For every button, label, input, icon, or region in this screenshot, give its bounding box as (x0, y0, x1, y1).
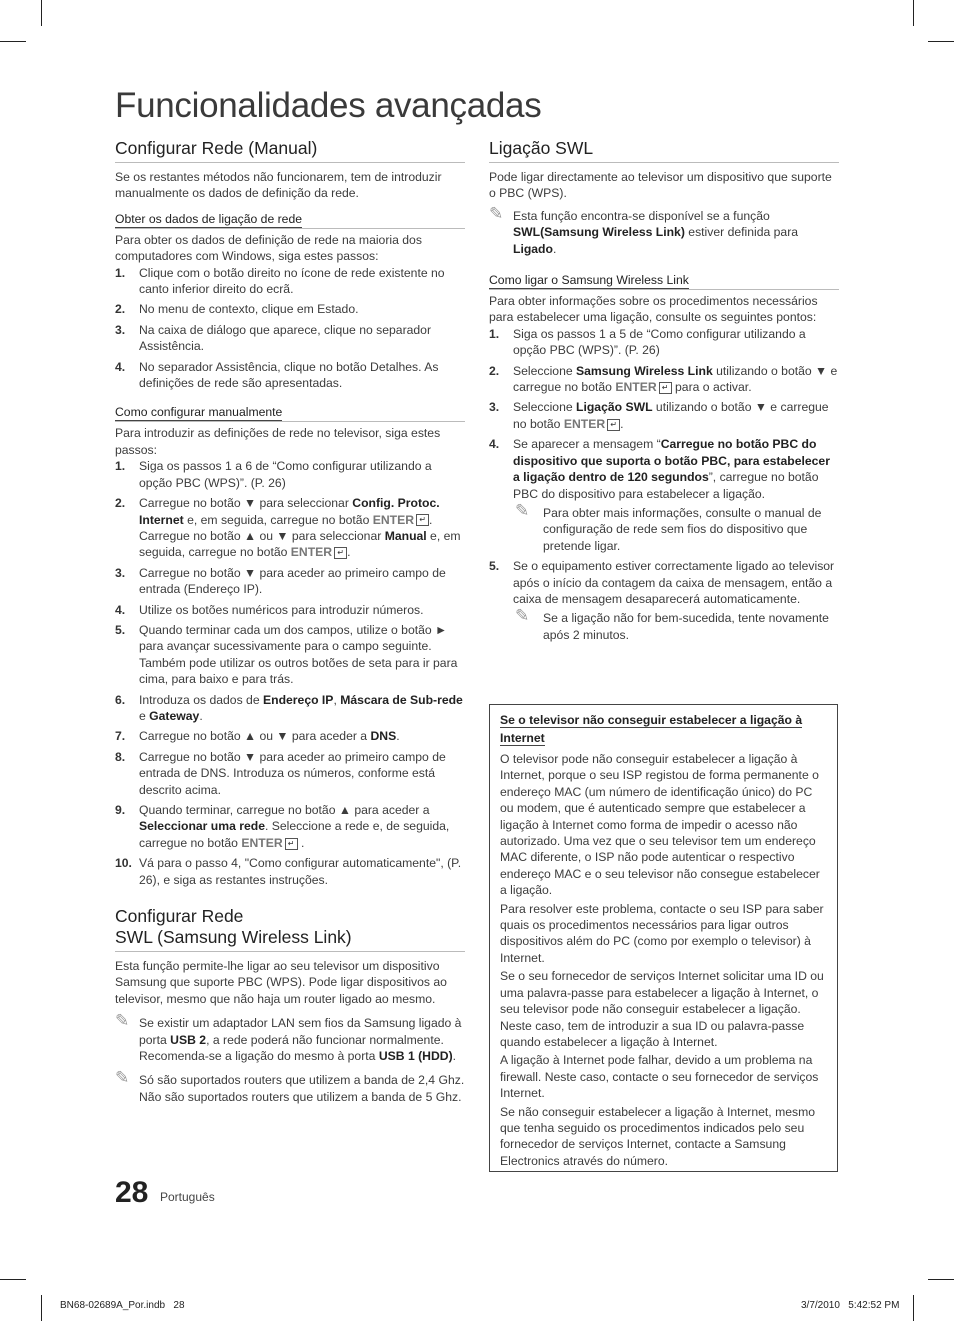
list-item: 3. Carregue no botão ▼ para aceder ao primeiro campo de entrada (Endereço IP). (115, 565, 446, 597)
enter-key-icon: ↵ (334, 547, 347, 559)
list-item: 4. Utilize os botões numéricos para introduzir números. (115, 602, 424, 617)
right-column (489, 138, 839, 647)
list-item: 1. Siga os passos 1 a 5 de “Como configurar utilizando a opção PBC (WPS)”. (P. 26) (489, 326, 806, 358)
pencil-note-icon: ✎ (515, 606, 530, 626)
list-item: 8. Carregue no botão ▼ para aceder ao primeiro campo de entrada de DNS. Introduza os números, conforme está descrito acima. (115, 749, 446, 797)
list-item: 6. Introduza os dados de Endereço IP, Máscara de Sub-rede e Gateway. (115, 692, 463, 723)
obter-intro: Para obter os dados de definição de rede na maioria dos computadores com Windows, siga estes passos: (115, 232, 422, 264)
section-heading-swl: Configurar Rede SWL (Samsung Wireless Link) (115, 906, 465, 952)
section-heading-ligacao-swl: Ligação SWL (489, 138, 839, 163)
list-item: 2. Seleccione Samsung Wireless Link utilizando o botão ▼ e carregue no botão ENTER ↵ para o activar. (489, 363, 838, 395)
list-item: 7. Carregue no botão ▲ ou ▼ para aceder a DNS. (115, 729, 400, 744)
note: ✎ Para obter mais informações, consulte o manual de configuração de rede sem fios do dispositivo que pretende ligar. (515, 500, 822, 553)
crop-mark (0, 41, 26, 42)
list-item: 4. No separador Assistência, clique no botão Detalhes. As definições de rede são apresentadas. (115, 359, 439, 391)
timestamp: 3/7/2010 5:42:52 PM (801, 1300, 900, 1311)
subheading-como: Como configurar manualmente (115, 405, 283, 420)
note: ✎ Se existir um adaptador LAN sem fios da Samsung ligado à porta USB 2, a rede poderá não funcionar normalmente. Recomenda-se a ligação do mesmo à porta USB 1 (HDD). (115, 1011, 462, 1064)
subheading-obter: Obter os dados de ligação de rede (115, 211, 303, 226)
list-item: 5. Quando terminar cada um dos campos, utilize o botão ► para avançar sucessivamente para o campo seguinte. Também pode utilizar os outros botões de seta para ir para cima, para baixo e para trás. (115, 622, 458, 687)
subheading-wrap (489, 263, 839, 290)
pencil-note-icon: ✎ (515, 500, 530, 520)
crop-mark (928, 1279, 954, 1280)
info-box-paragraph: Para resolver este problema, contacte o seu ISP para saber quais os procedimentos necessários para ligar outros dispositivos além do PC (como por exemplo o televisor) à Internet. (500, 901, 824, 965)
left-column (115, 138, 465, 1105)
list-item: 1. Siga os passos 1 a 6 de “Como configurar utilizando a opção PBC (WPS)”. (P. 26) (115, 459, 432, 490)
section-heading-manual: Configurar Rede (Manual) (115, 138, 465, 163)
pencil-note-icon: ✎ (489, 203, 504, 223)
pencil-note-icon: ✎ (115, 1011, 130, 1031)
swl-intro: Esta função permite-lhe ligar ao seu televisor um dispositivo Samsung que suporte PBC (WPS). Pode ligar dispositivos ao televisor, mesmo que não haja um router ligado ao mesmo. (115, 959, 447, 1006)
enter-key-icon: ↵ (416, 514, 429, 526)
crop-mark (41, 1295, 42, 1321)
manual-intro: Se os restantes métodos não funcionarem, tem de introduzir manualmente os dados de definição da rede. (115, 170, 442, 201)
note: ✎ Esta função encontra-se disponível se a função SWL(Samsung Wireless Link) estiver definida para Ligado. (489, 203, 799, 256)
subheading-wrap (115, 202, 465, 229)
crop-mark (41, 0, 42, 26)
ligacao-intro: Pode ligar directamente ao televisor um dispositivo que suporte o PBC (WPS). (489, 170, 832, 201)
list-item: 4. Se aparecer a mensagem “Carregue no botão PBC do dispositivo que suporta o botão PBC, para estabelecer a ligação dentro de 120 segundos”, carregue no botão PBC do dispositivo para estabelecer a ligação. ✎ Para obter mais informações, consulte o manual de configuração de rede sem fios do dispositivo que pretende ligar. (489, 436, 839, 554)
page-number: 28 (115, 1176, 149, 1209)
list-item: 2. No menu de contexto, clique em Estado. (115, 302, 359, 317)
enter-key-icon: ↵ (659, 382, 672, 394)
como-steps (115, 458, 465, 888)
language-label: Português (160, 1190, 215, 1204)
como-ligar-intro: Para obter informações sobre os procedimentos necessários para estabelecer uma ligação, consulte os seguintes pontos: (489, 294, 818, 325)
crop-mark (928, 41, 954, 42)
pencil-note-icon: ✎ (115, 1068, 130, 1088)
subheading-wrap (115, 395, 465, 422)
swl-steps (489, 326, 839, 643)
note: ✎ Se a ligação não for bem-sucedida, tente novamente após 2 minutos. (515, 606, 829, 642)
info-box-paragraph: Se não conseguir estabelecer a ligação à Internet, mesmo que tenha seguido os procedimentos indicados pelo seu fornecedor de serviços Internet, contacte a Samsung Electronics através do número. (500, 1104, 816, 1168)
info-box-paragraph: Se o seu fornecedor de serviços Internet solicitar uma ID ou uma palavra-passe para estabelecer a ligação à Internet, o seu televisor pode não conseguir estabelecer a ligação. Neste caso, tem de introduzir a sua ID ou palavra-passe quando estabelecer a ligação à Internet. (500, 969, 824, 1049)
list-item: 10. Vá para o passo 4, "Como configurar automaticamente", (P. 26), e siga as restantes instruções. (115, 856, 462, 887)
list-item: 3. Na caixa de diálogo que aparece, clique no separador Assistência. (115, 322, 432, 354)
enter-key-icon: ↵ (285, 838, 298, 850)
subheading-como-ligar: Como ligar o Samsung Wireless Link (489, 273, 689, 288)
page-title: Funcionalidades avançadas (115, 86, 542, 125)
info-box-paragraph: A ligação à Internet pode falhar, devido a um problema na firewall. Neste caso, contacte o seu fornecedor de serviços Internet. (500, 1053, 819, 1101)
info-box (489, 704, 838, 1172)
info-box-paragraph: O televisor pode não conseguir estabelecer a ligação à Internet, porque o seu ISP registou de forma permanente o endereço MAC (um número de identificação único) do PC ou modem, que é autenticado sempre que estabelecer a ligação à Internet como forma de impedir o acesso não autorizado. Uma vez que o seu televisor tem um endereço MAC diferente, o ISP não pode autenticar o respectivo endereço MAC e o seu televisor não consegue estabelecer a ligação. (500, 752, 820, 898)
crop-mark (913, 0, 914, 26)
crop-mark (913, 1295, 914, 1321)
crop-mark (0, 1279, 26, 1280)
como-intro: Para introduzir as definições de rede no televisor, siga estes passos: (115, 426, 441, 457)
enter-key-icon: ↵ (607, 419, 620, 431)
obter-steps (115, 265, 465, 392)
info-box-title: Se o televisor não conseguir estabelecer a ligação à Internet (500, 713, 803, 745)
list-item: 1. Clique com o botão direito no ícone de rede existente no canto inferior direito do ecrã. (115, 265, 445, 297)
file-info: BN68-02689A_Por.indb 28 (60, 1300, 185, 1311)
list-item: 5. Se o equipamento estiver correctamente ligado ao televisor após o início da contagem da caixa de mensagem, então a caixa de mensagem desaparecerá automaticamente. ✎ Se a ligação não for bem-sucedida, tente novamente após 2 minutos. (489, 558, 839, 643)
note: ✎ Só são suportados routers que utilizem a banda de 2,4 Ghz. Não são suportados routers que utilizem a banda de 5 Ghz. (115, 1068, 465, 1104)
list-item: 3. Seleccione Ligação SWL utilizando o botão ▼ e carregue no botão ENTER ↵ . (489, 400, 829, 431)
list-item: 9. Quando terminar, carregue no botão ▲ para aceder a Seleccionar uma rede. Seleccione a rede e, de seguida, carregue no botão ENTER ↵ . (115, 803, 450, 850)
list-item: 2. Carregue no botão ▼ para seleccionar Config. Protoc. Internet e, em seguida, carregue no botão ENTER ↵ . Carregue no botão ▲ ou ▼ para seleccionar Manual e, em seguida, carregue no botão ENTER ↵ . (115, 496, 461, 560)
